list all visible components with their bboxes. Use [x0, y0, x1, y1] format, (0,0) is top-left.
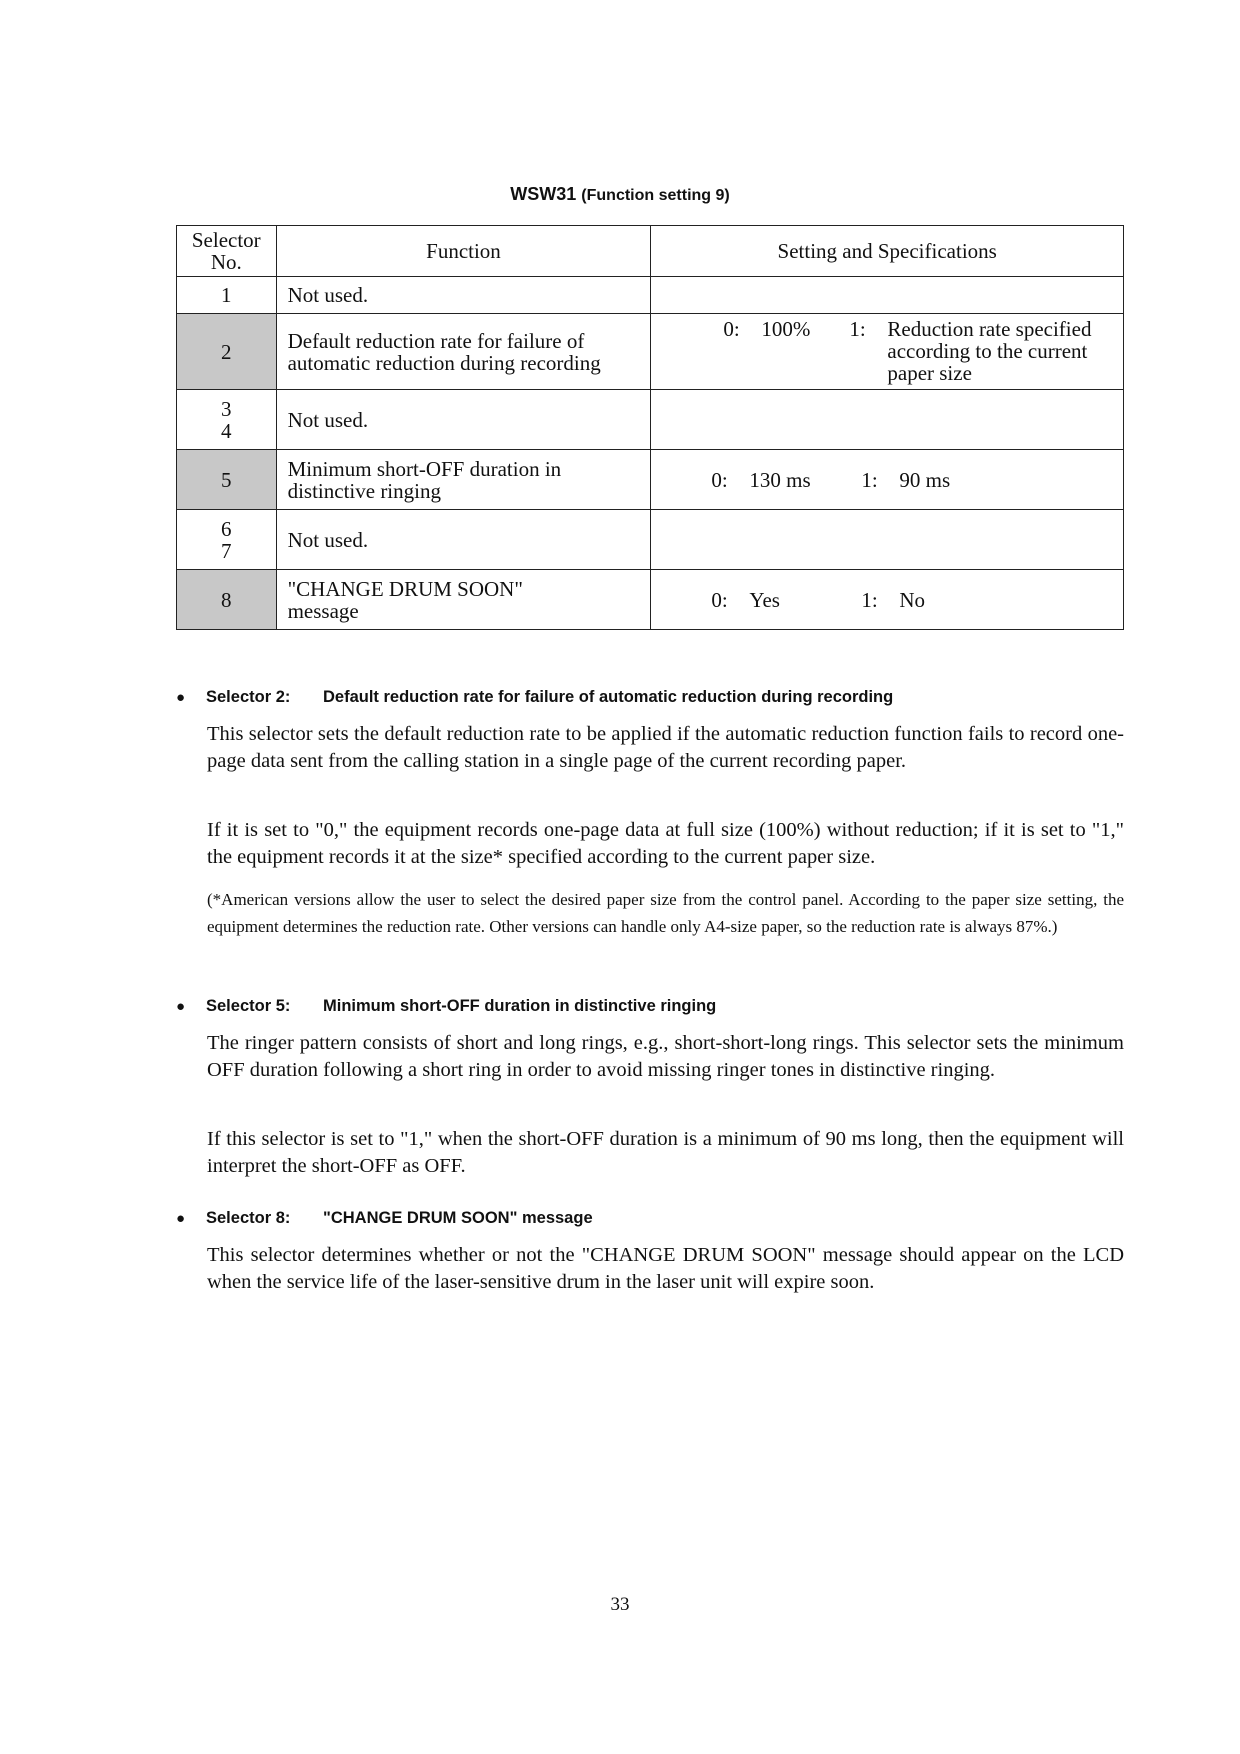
title-sub: (Function setting 9): [581, 187, 730, 204]
bullet-icon: ●: [176, 1210, 186, 1227]
table-row: [177, 570, 1124, 630]
section-title: "CHANGE DRUM SOON" message: [323, 1209, 593, 1227]
section-paragraph: The ringer pattern consists of short and long rings, e.g., short-short-long rings. This selector sets the minimum OFF duration following a short ring in order to avoid missing ringer tones in distinctive ringing.: [207, 1032, 1124, 1081]
section-heading-selector-8: [176, 1209, 593, 1228]
option-1-value: Reduction rate specified according to the current paper size: [887, 317, 1092, 385]
function-cell: Not used.: [276, 510, 651, 570]
option-0-value: 130 ms: [749, 467, 811, 492]
function-text: Default reduction rate for failure of automatic reduction during recording: [287, 328, 601, 375]
function-cell: Not used.: [276, 390, 651, 450]
table-row: [177, 450, 1124, 510]
bullet-icon: ●: [176, 689, 186, 706]
option-0-key: 0:: [711, 587, 728, 612]
selector-cell: 5: [177, 450, 277, 510]
section-heading-selector-2: [176, 688, 893, 707]
option-0-value: Yes: [749, 587, 780, 612]
selector-cell: [177, 510, 277, 570]
section-label: Selector 2:: [206, 688, 291, 706]
setting-cell: [651, 277, 1124, 314]
table-row: [177, 314, 1124, 390]
selector-cell: 1: [177, 277, 277, 314]
setting-cell: [651, 510, 1124, 570]
section-note: (*American versions allow the user to select the desired paper size from the control panel. According to the paper size setting, the equipment determines the reduction rate. Other versions can handle only A4-size paper, so the reduction rate is always 87%.): [207, 890, 1124, 936]
function-text: "CHANGE DRUM SOON" message: [287, 576, 523, 623]
function-settings-table: [176, 225, 1124, 630]
page-title: [0, 184, 1240, 205]
header-selector: Selector No.: [177, 226, 277, 277]
page-number: 33: [610, 1594, 630, 1615]
option-1-value: No: [899, 587, 926, 612]
section-heading-selector-5: [176, 997, 716, 1016]
header-function: Function: [276, 226, 651, 277]
section-label: Selector 5:: [206, 997, 291, 1015]
bullet-icon: ●: [176, 998, 186, 1015]
function-cell: Not used.: [276, 277, 651, 314]
title-main: WSW31: [510, 184, 577, 204]
section-paragraph: If this selector is set to "1," when the short-OFF duration is a minimum of 90 ms long, then the equipment will interpret the short-OFF as OFF.: [207, 1128, 1124, 1177]
setting-cell: [651, 314, 1124, 390]
function-text: Minimum short-OFF duration in distinctive ringing: [287, 456, 562, 503]
function-cell: [276, 570, 651, 630]
option-1-value: 90 ms: [899, 467, 951, 492]
table-row: [177, 510, 1124, 570]
selector-cell: 8: [177, 570, 277, 630]
section-paragraph: If it is set to "0," the equipment records one-page data at full size (100%) without reduction; if it is set to "1," the equipment records it at the size* specified according to the current paper size.: [207, 819, 1124, 868]
section-title: Default reduction rate for failure of automatic reduction during recording: [323, 688, 894, 706]
option-0-key: 0:: [723, 317, 740, 341]
function-cell: [276, 450, 651, 510]
table-header-row: [177, 226, 1124, 277]
section-title: Minimum short-OFF duration in distinctive ringing: [323, 997, 717, 1015]
setting-cell: [651, 570, 1124, 630]
header-setting: Setting and Specifications: [651, 226, 1124, 277]
selector-cell: 2: [177, 314, 277, 390]
function-cell: [276, 314, 651, 390]
table-row: [177, 390, 1124, 450]
table-row: [177, 277, 1124, 314]
option-1-key: 1:: [861, 467, 878, 492]
option-0-key: 0:: [711, 467, 728, 492]
selector-cell: [177, 390, 277, 450]
selector-multi: 3 4: [221, 396, 232, 443]
option-0-value: 100%: [761, 317, 811, 341]
section-paragraph: This selector determines whether or not the "CHANGE DRUM SOON" message should appear on the LCD when the service life of the laser-sensitive drum in the laser unit will expire soon.: [207, 1244, 1124, 1293]
section-paragraph: This selector sets the default reduction rate to be applied if the automatic reduction function fails to record one-page data sent from the calling station in a single page of the current recording paper.: [207, 723, 1124, 772]
selector-multi: 6 7: [221, 516, 232, 563]
setting-cell: [651, 390, 1124, 450]
section-label: Selector 8:: [206, 1209, 291, 1227]
option-1-key: 1:: [861, 587, 878, 612]
option-1-key: 1:: [849, 317, 866, 341]
setting-cell: [651, 450, 1124, 510]
